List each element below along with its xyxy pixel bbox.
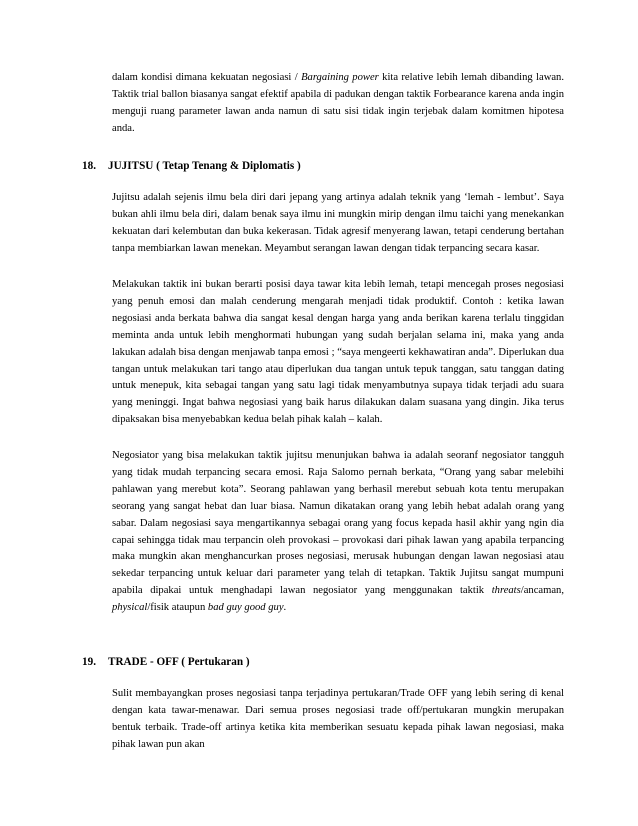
section-19-heading — [82, 654, 250, 671]
section-18-paragraph-2: Melakukan taktik ini bukan berarti posisi daya tawar kita lebih lemah, tetapi mencegah proses negosiasi yang penuh emosi dan malah cenderung mengarah menjadi tidak produktif. Contoh : ketika lawan negosiasi anda berkata bahwa dia sangat kesal dengan harga yang anda berikan karena terlalu tinggidan meminta anda untuk lebih menghormati hubungan yang sudah berjalan selama ini, maka yang anda lakukan adalah bisa dengan menjawab tanpa emosi ; “saya mengeerti kekhawatiran anda”. Diperlukan dua tangan untuk melakukan tari tango atau diperlukan dua tangan untuk tepuk tanggan, satu tanggan dating untuk menepuk, kita sebagai tangan yang satu lagi tidak menyambutnya supaya tidak terjadi adu suara yang meninggi. Ingat bahwa negosiasi yang baik harus dilakukan dalam suasana yang dingin. Jika terus dipaksakan bisa menyebabkan kedua belah pihak kalah – kalah. — [112, 279, 564, 426]
section-19-number: 19. — [82, 656, 96, 668]
section-18-number: 18. — [82, 160, 96, 172]
section-19-paragraph-1: Sulit membayangkan proses negosiasi tanpa terjadinya pertukaran/Trade OFF yang lebih sering di kenal dengan kata tawar-menawar. Dari semua proses negosiasi trade off/pertukaran mungkin merupakan bentuk terbaik. Trade-off artinya ketika kita memberikan sesuatu kepada pihak lawan negosiasi, maka pihak lawan pun akan — [112, 688, 564, 750]
section-18-paragraph-1: Jujitsu adalah sejenis ilmu bela diri dari jepang yang artinya adalah teknik yang ‘lemah - lembut’. Saya bukan ahli ilmu bela diri, dalam benak saya ilmu ini mungkin mirip dengan ilmu taichi yang menekankan kekuatan dari kelembutan dan buka kekerasan. Tidak agresif menyerang lawan, tetapi cenderung bertahan tanpa membiarkan lawan menekan. Meyambut serangan lawan dengan tidak terpancing secara kasar. — [112, 192, 564, 254]
section-19-title: TRADE - OFF ( Pertukaran ) — [108, 656, 250, 668]
section-18-title: JUJITSU ( Tetap Tenang & Diplomatis ) — [108, 160, 301, 172]
section-18-heading — [82, 158, 301, 175]
intro-paragraph — [112, 70, 564, 138]
intro-text: dalam kondisi dimana kekuatan negosiasi / Bargaining power kita relative lebih lemah dibanding lawan. Taktik trial ballon biasanya sangat efektif apabila di padukan dengan taktik Forbearance karena anda ingin menguji ruang parameter lawan anda namun di satu sisi tidak ingin terjebak dalam komitmen hipotesa anda. — [112, 72, 564, 134]
section-18-paragraph-3: Negosiator yang bisa melakukan taktik jujitsu menunjukan bahwa ia adalah seoranf negosiator tangguh yang tidak mudah terpancing secara emosi. Raja Salomo pernah berkata, “Orang yang sabar melebihi pahlawan yang merebut kota”. Seorang pahlawan yang berhasil merebut sebuah kota tentu merupakan seorang yang sangat hebat dan luar biasa. Namun dikatakan orang yang lebih hebat adalah orang yang sabar. Dalam negosiasi saya mengartikannya sebagai orang yang focus kepada hasil akhir yang ngin dia capai sehingga tidak mau terpancin oleh provokasi – provokasi dari pihak lawan yang apabila terpancing maka mungkin akan menghancurkan proses negosiasi, merusak hubungan dengan lawan negosiasi atau sekedar terpancing untuk keluar dari parameter yang telah di tetapkan. Taktik Jujitsu sangat mumpuni apabila dipakai untuk menghadapi lawan negosiator yang menggunakan taktik threats/ancaman, physical/fisik ataupun bad guy good guy. — [112, 450, 564, 614]
